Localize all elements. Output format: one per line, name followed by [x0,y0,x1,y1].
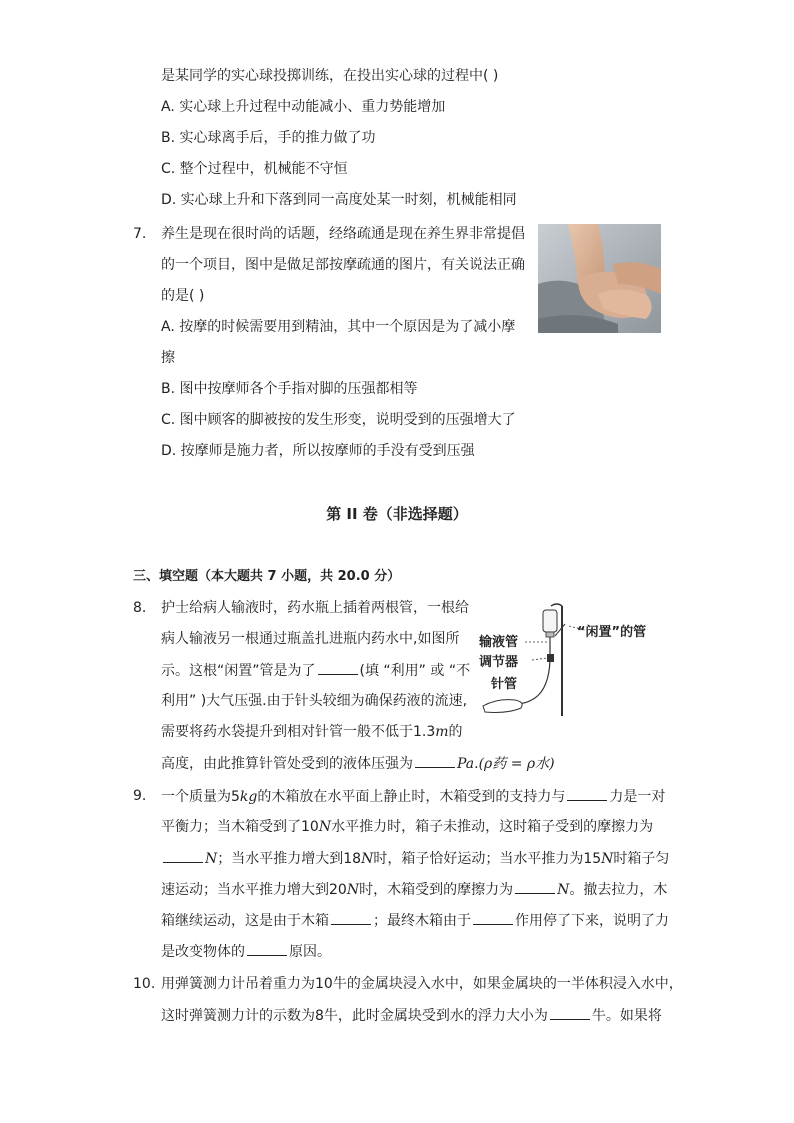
q7-stem-line2: 的一个项目，图中是做足部按摩疏通的图片，有关说法正确 [161,257,525,273]
q7-number: 7. [133,226,147,242]
part-header: 三、填空题（本大题共 7 小题，共 20.0 分） [133,569,401,584]
q8-line6: 高度，由此推算针管处受到的液体压强为 Pa.(ρ药 = ρ水) [161,753,555,774]
q10-line1: 用弹簧测力计吊着重力为10牛的金属块浸入水中，如果金属块的一半体积浸入水中， [161,976,683,992]
q8-line5: 需要将药水袋提升到相对针管一般不低于1.3m的 [161,724,463,740]
answer-blank[interactable] [331,910,371,925]
q6-option-d: D. 实心球上升和下落到同一高度处某一时刻，机械能相同 [161,192,517,208]
answer-blank[interactable] [415,753,455,768]
label-infusion-tube: 输液管 [479,635,519,650]
q7-option-d: D. 按摩师是施力者，所以按摩师的手没有受到压强 [161,443,475,459]
section-title: 第 II 卷（非选择题） [326,505,468,523]
q7-option-a: A. 按摩的时候需要用到精油，其中一个原因是为了减小摩 [161,319,516,335]
infusion-figure [477,598,667,718]
q9-line6: 是改变物体的 原因。 [161,941,331,962]
answer-blank[interactable] [247,941,287,956]
answer-blank[interactable] [515,879,555,894]
q6-stem-tail: 是某同学的实心球投掷训练，在投出实心球的过程中( ) [161,68,499,84]
label-needle: 针管 [491,677,518,692]
q9-line3: N；当水平推力增大到18N时，箱子恰好运动；当水平推力为15N时箱子匀 [161,848,669,869]
q6-option-c: C. 整个过程中，机械能不守恒 [161,161,348,177]
answer-blank[interactable] [473,910,513,925]
q8-line2: 病人输液另一根通过瓶盖扎进瓶内药水中,如图所 [161,631,460,647]
q10-line2: 这时弹簧测力计的示数为8牛，此时金属块受到水的浮力大小为 牛。如果将 [161,1005,662,1026]
q9-number: 9. [133,788,147,804]
label-regulator: 调节器 [479,655,519,670]
q7-option-c: C. 图中顾客的脚被按的发生形变，说明受到的压强增大了 [161,412,516,428]
answer-blank[interactable] [550,1005,590,1020]
answer-blank[interactable] [318,660,358,675]
label-idle-tube: “闲置”的管 [577,625,647,640]
q10-number: 10. [133,976,156,992]
answer-blank[interactable] [163,848,203,863]
foot-massage-photo [538,224,661,333]
q7-option-b: B. 图中按摩师各个手指对脚的压强都相等 [161,381,418,397]
q7-stem-line3: 的是( ) [161,288,205,304]
q8-line1: 护士给病人输液时，药水瓶上插着两根管，一根给 [161,600,469,616]
q9-line5: 箱继续运动，这是由于木箱 ；最终木箱由于 作用停了下来，说明了力 [161,910,669,931]
q7-stem-line1: 养生是现在很时尚的话题，经络疏通是现在养生界非常提倡 [161,226,525,242]
q6-option-b: B. 实心球离手后，手的推力做了功 [161,130,376,146]
q9-line2: 平衡力；当木箱受到了10N水平推力时，箱子未推动，这时箱子受到的摩擦力为 [161,819,654,835]
q8-number: 8. [133,600,147,616]
q9-line1: 一个质量为5kg的木箱放在水平面上静止时，木箱受到的支持力与 力是一对 [161,786,665,807]
q8-line3: 示。这根“闲置”管是为了 (填 “利用” 或 “不 [161,660,470,681]
q9-line4: 速运动；当水平推力增大到20N时，木箱受到的摩擦力为 N。撤去拉力，木 [161,879,667,900]
q8-line4: 利用” )大气压强.由于针头较细为确保药液的流速, [161,693,468,709]
q7-option-a-cont: 擦 [161,350,175,366]
q6-option-a: A. 实心球上升过程中动能减小、重力势能增加 [161,99,446,115]
answer-blank[interactable] [567,786,607,801]
